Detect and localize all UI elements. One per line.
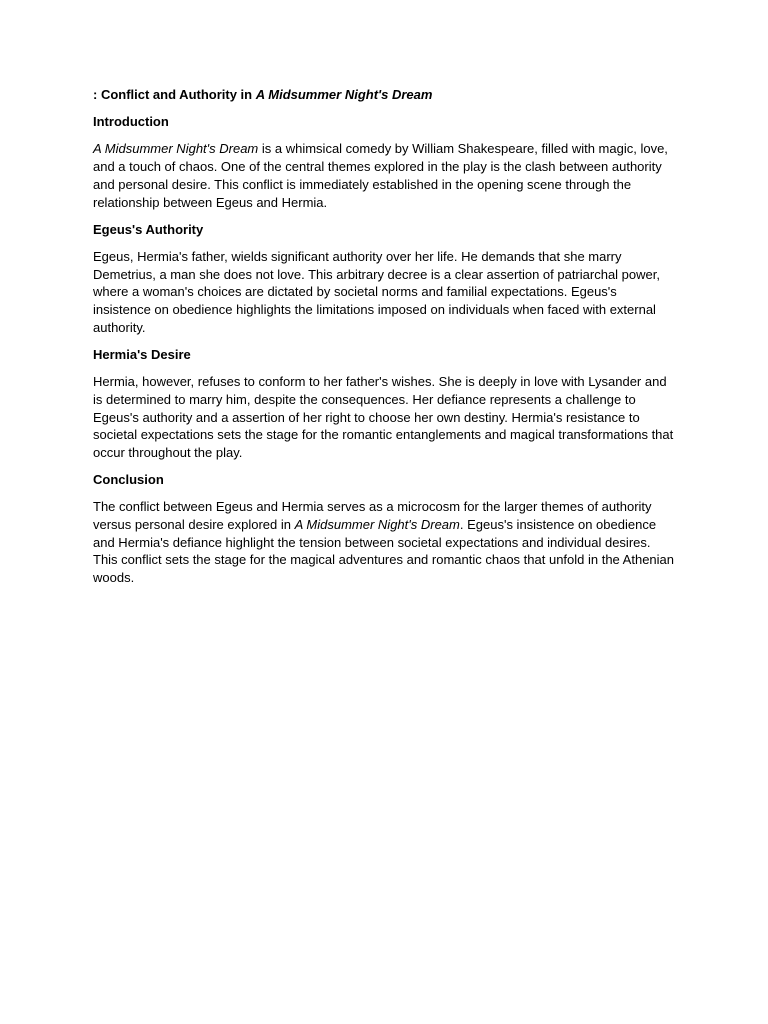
title-prefix: : Conflict and Authority in: [93, 87, 256, 102]
paragraph-introduction: [93, 140, 678, 211]
heading-egeus-authority: Egeus's Authority: [93, 221, 204, 237]
conclusion-text-after: . Egeus's insistence on obedience and Hermia's defiance highlight the tension between societal expectations and individual desires. This conflict sets the stage for the magical adventures and romantic chaos that unfold in the Athenian woods.: [93, 517, 675, 586]
conclusion-text-before: The conflict between Egeus and Hermia serves as a microcosm for the larger themes of authority versus personal desire explored in: [93, 499, 652, 533]
title-play-name: A Midsummer Night's Dream: [255, 87, 433, 102]
introduction-text: is a whimsical comedy by William Shakespeare, filled with magic, love, and a touch of chaos. One of the central themes explored in the play is the clash between authority and personal desire. This conflict is immediately established in the opening scene through the relationship between Egeus and Hermia.: [93, 141, 668, 210]
document-title: [93, 86, 678, 104]
paragraph-egeus-authority: Egeus, Hermia's father, wields significant authority over her life. He demands that she marry Demetrius, a man she does not love. This arbitrary decree is a clear assertion of patriarchal power, where a woman's choices are dictated by societal norms and familial expectations. Egeus's insistence on obedience highlights the limitations imposed on individuals when faced with external authority.: [93, 248, 660, 335]
heading-hermia-desire: Hermia's Desire: [93, 346, 191, 362]
document-page: [93, 86, 678, 596]
paragraph-hermia-desire: Hermia, however, refuses to conform to her father's wishes. She is deeply in love with Lysander and is determined to marry him, despite the consequences. Her defiance represents a challenge to Egeus's authority and a assertion of her right to choose her own destiny. Hermia's resistance to societal expectations sets the stage for the romantic entanglements and magical transformations that occur throughout the play.: [93, 374, 674, 460]
introduction-play-name: A Midsummer Night's Dream: [93, 141, 259, 157]
paragraph-conclusion: [93, 498, 678, 587]
conclusion-play-name: A Midsummer Night's Dream: [294, 517, 460, 533]
heading-introduction: Introduction: [93, 114, 169, 130]
heading-conclusion: Conclusion: [93, 472, 164, 488]
